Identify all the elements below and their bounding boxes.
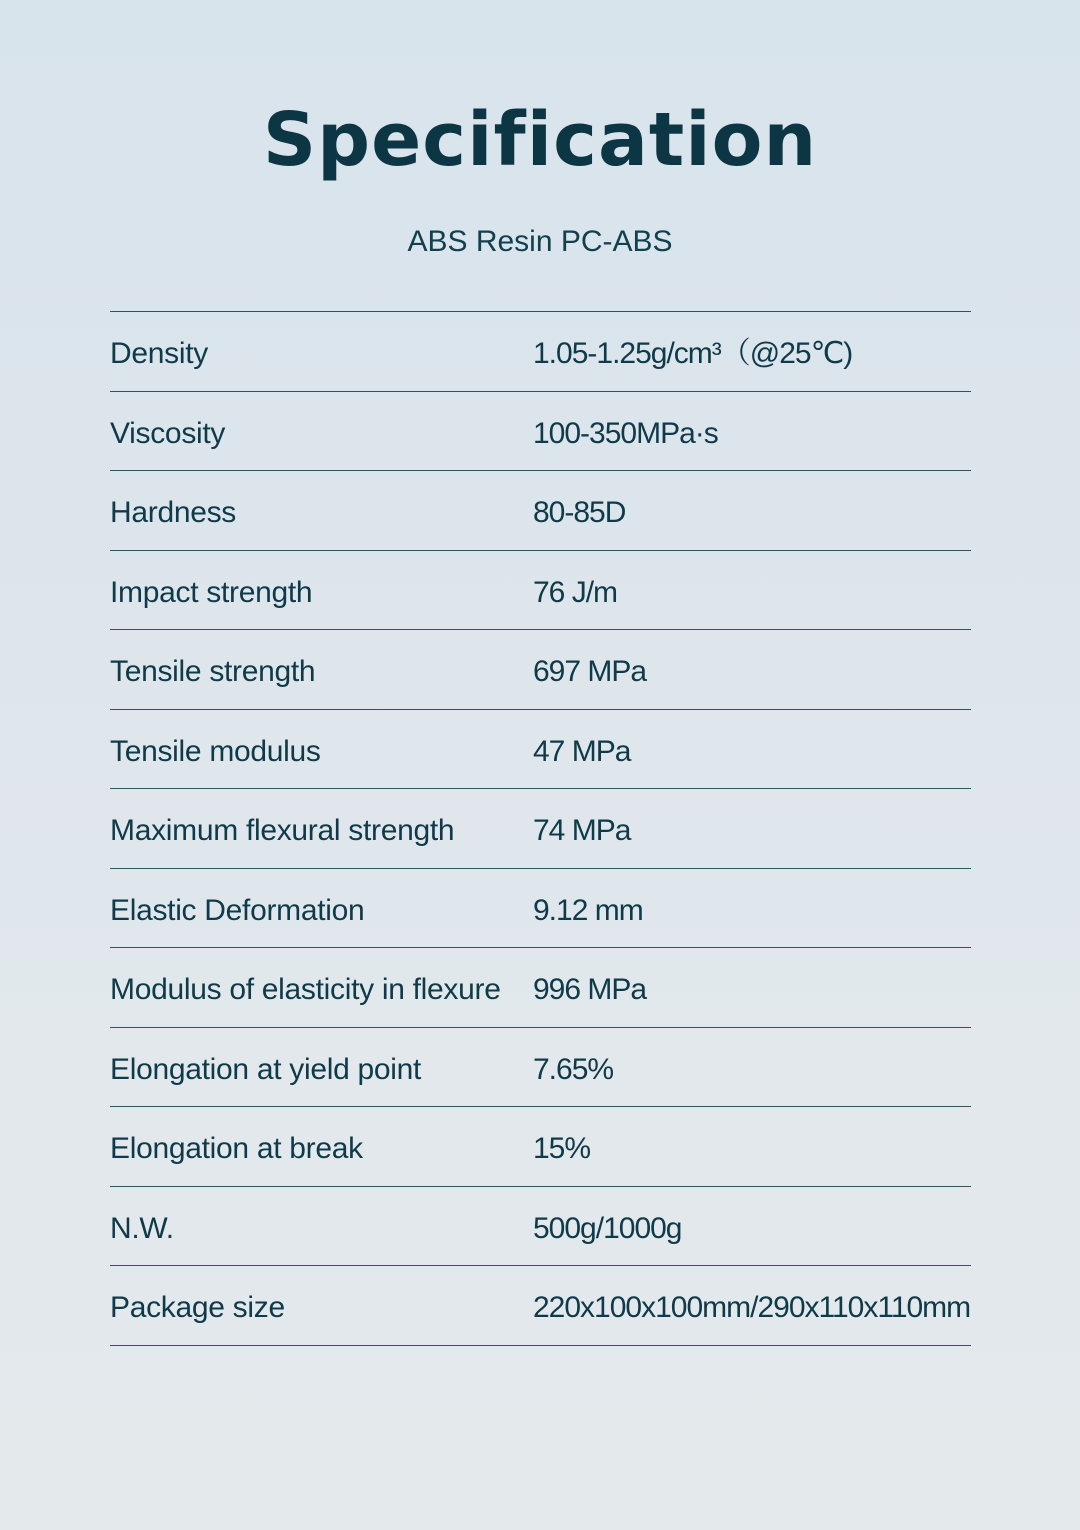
spec-value: 7.65% bbox=[533, 1052, 614, 1086]
spec-label: Modulus of elasticity in flexure bbox=[110, 973, 501, 1006]
spec-value: 100-350MPa·s bbox=[533, 416, 718, 450]
spec-label: Maximum flexural strength bbox=[110, 814, 455, 847]
page-subtitle: ABS Resin PC-ABS bbox=[407, 225, 673, 258]
spec-value: 15% bbox=[533, 1132, 591, 1165]
spec-label: Viscosity bbox=[110, 416, 226, 450]
spec-row-elastic-deformation bbox=[110, 869, 971, 949]
spec-value: 80-85D bbox=[533, 496, 626, 529]
spec-label: Tensile strength bbox=[110, 655, 316, 688]
spec-row-elongation-break bbox=[110, 1107, 971, 1187]
spec-row-elongation-yield bbox=[110, 1028, 971, 1108]
spec-value: 500g/1000g bbox=[533, 1211, 682, 1245]
spec-label: Hardness bbox=[110, 496, 236, 529]
spec-row-max-flexural-strength bbox=[110, 789, 971, 869]
spec-row-tensile-strength bbox=[110, 630, 971, 710]
spec-row-net-weight bbox=[110, 1187, 971, 1267]
spec-value: 74 MPa bbox=[533, 814, 631, 847]
spec-value: 996 MPa bbox=[533, 973, 647, 1006]
spec-label: Impact strength bbox=[110, 575, 313, 609]
spec-value: 9.12 mm bbox=[533, 893, 643, 927]
spec-label: Elongation at break bbox=[110, 1132, 363, 1165]
spec-value: 76 J/m bbox=[533, 575, 618, 609]
spec-label: Elongation at yield point bbox=[110, 1052, 422, 1086]
spec-row-density bbox=[110, 312, 971, 392]
spec-label: Density bbox=[110, 337, 208, 370]
spec-row-viscosity bbox=[110, 392, 971, 472]
spec-table bbox=[110, 311, 971, 1346]
spec-row-impact-strength bbox=[110, 551, 971, 631]
spec-row-flexural-modulus bbox=[110, 948, 971, 1028]
spec-value: 220x100x100mm/290x110x110mm bbox=[533, 1291, 971, 1324]
spec-label: N.W. bbox=[110, 1211, 174, 1245]
spec-value: 1.05-1.25g/cm³（@25℃) bbox=[533, 337, 853, 370]
spec-label: Tensile modulus bbox=[110, 734, 321, 768]
spec-label: Package size bbox=[110, 1291, 285, 1324]
spec-label: Elastic Deformation bbox=[110, 893, 365, 927]
spec-row-hardness bbox=[110, 471, 971, 551]
spec-value: 697 MPa bbox=[533, 655, 647, 688]
spec-row-package-size bbox=[110, 1266, 971, 1346]
page-title: Specification bbox=[262, 97, 818, 183]
spec-value: 47 MPa bbox=[533, 734, 631, 768]
spec-row-tensile-modulus bbox=[110, 710, 971, 790]
